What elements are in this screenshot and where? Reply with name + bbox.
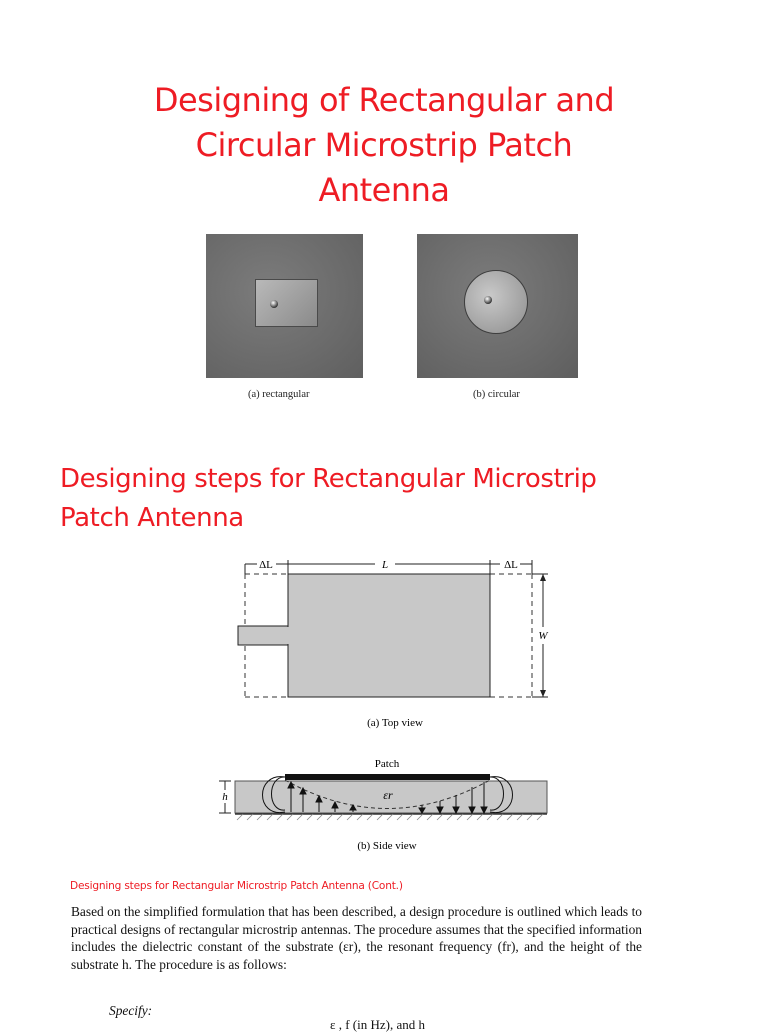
top-view-diagram xyxy=(230,552,560,737)
specify-label: Specify: xyxy=(109,1003,153,1018)
caption-circular: (b) circular xyxy=(473,389,520,400)
side-view-diagram xyxy=(215,752,555,862)
patch-rectangle xyxy=(288,574,490,697)
label-w: W xyxy=(538,630,548,642)
title-line-3: Antenna xyxy=(318,171,450,209)
label-delta-l-left: ΔL xyxy=(259,559,273,571)
label-er: εr xyxy=(383,788,393,802)
page-title xyxy=(0,78,768,213)
label-patch: Patch xyxy=(374,758,400,770)
label-delta-l-right: ΔL xyxy=(504,559,518,571)
side-view-caption: (b) Side view xyxy=(357,840,417,852)
top-view-caption: (a) Top view xyxy=(367,717,423,729)
arrow-head xyxy=(540,690,546,697)
feed-pin xyxy=(484,296,492,304)
title-line-2: Circular Microstrip Patch xyxy=(195,126,573,164)
feed-joint xyxy=(287,627,290,644)
feed-pin xyxy=(270,300,278,308)
rectangular-patch-photo xyxy=(206,234,363,378)
label-h: h xyxy=(222,791,228,803)
section-heading xyxy=(60,460,720,538)
circular-patch xyxy=(464,270,528,334)
cont-heading: Designing steps for Rectangular Microstrip Patch Antenna (Cont.) xyxy=(70,880,403,892)
patch-conductor xyxy=(285,774,490,780)
feed-line xyxy=(238,626,288,645)
arrow-head xyxy=(540,574,546,581)
section-heading-line-2: Patch Antenna xyxy=(60,503,244,533)
title-line-1: Designing of Rectangular and xyxy=(153,81,615,119)
body-paragraph: Based on the simplified formulation that has been described, a design procedure is outlined which leads to practical designs of rectangular microstrip antennas. The procedure assumes that the specified information includes the dielectric constant of the substrate (εr), the resonant frequency (fr), and the height of the substrate h. The procedure is as follows: xyxy=(71,904,642,972)
circular-patch-photo xyxy=(417,234,578,378)
caption-rectangular: (a) rectangular xyxy=(248,389,310,400)
ground-hatch xyxy=(237,814,543,820)
label-l: L xyxy=(381,559,389,571)
section-heading-line-1: Designing steps for Rectangular Microstrip xyxy=(60,464,597,494)
cutoff-text: ε , f (in Hz), and h xyxy=(330,1017,425,1032)
rectangular-patch xyxy=(255,279,318,327)
